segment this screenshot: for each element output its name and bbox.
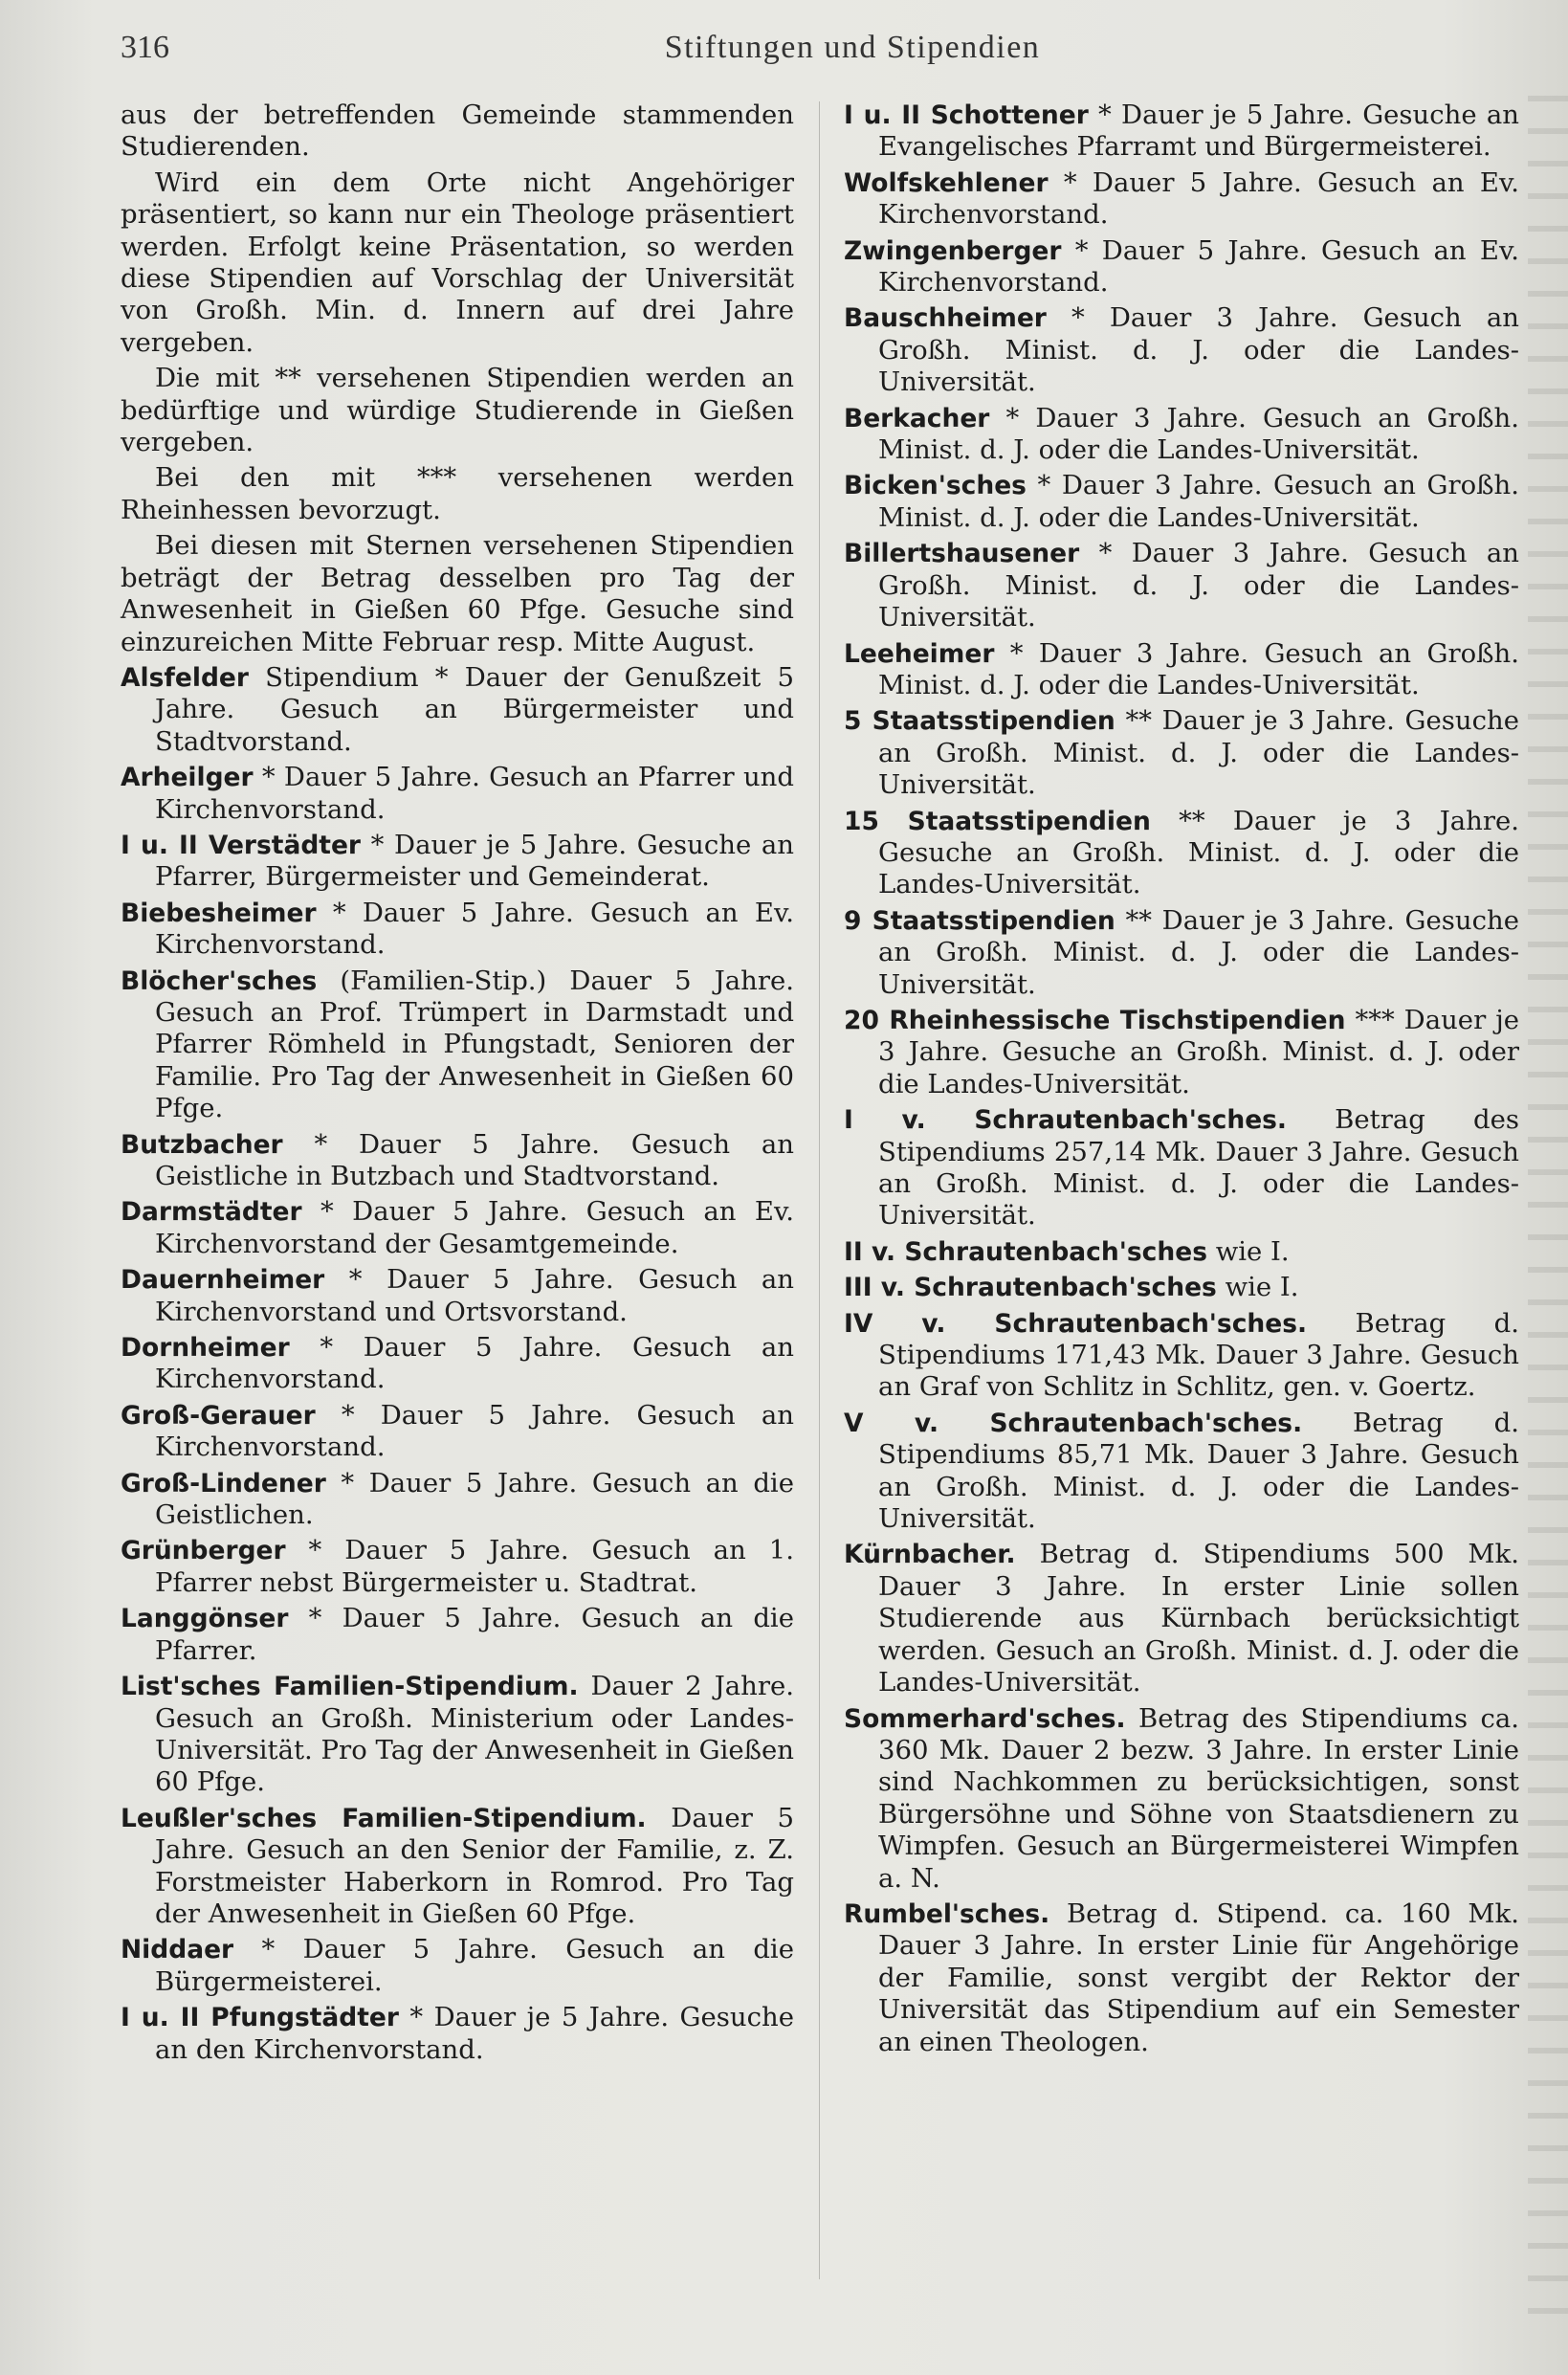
paragraph: aus der betreffenden Gemeinde stammenden Studierenden.	[121, 100, 794, 163]
stipend-details: * Dauer 5 Jahre. Gesuch an 1. Pfarrer nebst Bürgermeister u. Stadtrat.	[155, 1535, 794, 1598]
stipend-details: * Dauer 5 Jahre. Gesuch an Pfarrer und Kirchenvorstand.	[155, 762, 794, 825]
stipend-name: Dauernheimer	[121, 1265, 325, 1296]
stipend-name: Billertshausener	[844, 539, 1080, 569]
stipend-details: * Dauer 5 Jahre. Gesuch an Kirchenvorstand und Ortsvorstand.	[155, 1264, 794, 1327]
facing-page-bleed	[1528, 96, 1568, 2325]
stipend-entry	[121, 662, 794, 758]
stipend-details: wie I.	[1206, 1235, 1290, 1267]
stipend-details: * Dauer 5 Jahre. Gesuch an Ev. Kirchenvorstand der Gesamtgemeinde.	[155, 1196, 794, 1259]
stipend-details: *** Dauer je 3 Jahre. Gesuche an Großh. Minist. d. J. oder die Landes-Universität.	[878, 1004, 1519, 1099]
stipend-name: Blöcher'sches	[121, 966, 318, 996]
stipend-details: * Dauer 5 Jahre. Gesuch an Ev. Kirchenvorstand.	[878, 234, 1519, 299]
stipend-entry	[844, 1703, 1519, 1895]
stipend-name: Zwingenberger	[844, 235, 1062, 266]
stipend-entry	[121, 1671, 794, 1799]
stipend-details: * Dauer 3 Jahre. Gesuch an Großh. Minist. d. J. oder die Landes-Universität.	[878, 637, 1519, 700]
paragraph: Die mit ** versehenen Stipendien werden an bedürftige und würdige Studierende in Gießen vergeben.	[121, 363, 794, 458]
stipend-details: wie I.	[1216, 1272, 1299, 1303]
stipend-details: * Dauer 5 Jahre. Gesuch an Kirchenvorstand.	[155, 1332, 794, 1395]
stipend-details: (Familien-Stip.) Dauer 5 Jahre. Gesuch an Prof. Trümpert in Darmstadt und Pfarrer Römheld in Pfungstadt, Senioren der Familie. Pro Tag der Anwesenheit in Gießen 60 Pfge.	[155, 965, 794, 1124]
stipend-entry	[844, 1539, 1519, 1698]
stipend-entry	[844, 806, 1519, 901]
stipend-details: * Dauer 5 Jahre. Gesuch an die Pfarrer.	[155, 1603, 794, 1666]
stipend-name: Langgönser	[121, 1604, 289, 1634]
stipend-details: Betrag d. Stipend. ca. 160 Mk. Dauer 3 Jahre. In erster Linie für Angehörige der Familie, sonst vergibt der Rektor der Universität das Stipendium auf ein Semester an einen Theologen.	[878, 1898, 1519, 2057]
stipend-entry	[844, 538, 1519, 633]
stipend-name: Dornheimer	[121, 1333, 290, 1364]
stipend-name: IV v. Schrautenbach'sches.	[844, 1308, 1308, 1339]
stipend-details: * Dauer 3 Jahre. Gesuch an Großh. Minist. d. J. oder die Landes-Universität.	[878, 302, 1519, 398]
stipend-details: * Dauer 5 Jahre. Gesuch an die Geistlichen.	[155, 1467, 794, 1531]
stipend-details: * Dauer 5 Jahre. Gesuch an Ev. Kirchenvorstand.	[155, 897, 794, 961]
stipend-entry	[844, 403, 1519, 467]
stipend-entry	[844, 1898, 1519, 2058]
stipend-name: Bicken'sches	[844, 471, 1027, 501]
running-title: Stiftungen und Stipendien	[664, 30, 1041, 65]
stipend-details: * Dauer 3 Jahre. Gesuch an Großh. Minist. d. J. oder die Landes-Universität.	[878, 402, 1519, 466]
stipend-entry	[121, 1603, 794, 1667]
stipend-name: Leeheimer	[844, 638, 995, 669]
page-number: 316	[121, 30, 169, 65]
stipend-entry	[844, 302, 1519, 398]
stipend-entry	[121, 966, 794, 1125]
stipend-entry	[844, 470, 1519, 534]
stipend-name: 5 Staatsstipendien	[844, 706, 1115, 737]
paragraph: Bei den mit *** versehenen werden Rheinhessen bevorzugt.	[121, 462, 794, 525]
stipend-name: Kürnbacher.	[844, 1540, 1016, 1570]
stipend-name: I u. II Schottener	[844, 100, 1089, 130]
stipend-entry	[121, 1400, 794, 1464]
stipend-details: * Dauer 5 Jahre. Gesuch an Geistliche in Butzbach und Stadtvorstand.	[155, 1128, 794, 1191]
left-column	[121, 100, 794, 2070]
stipend-details: * Dauer 3 Jahre. Gesuch an Großh. Minist. d. J. oder die Landes-Universität.	[878, 470, 1519, 533]
stipend-details: ** Dauer je 3 Jahre. Gesuche an Großh. Minist. d. J. oder die Landes-Universität.	[878, 705, 1519, 801]
stipend-name: Wolfskehlener	[844, 167, 1049, 198]
stipend-name: Groß-Lindener	[121, 1468, 326, 1498]
stipend-name: Grünberger	[121, 1536, 286, 1566]
stipend-name: Rumbel'sches.	[844, 1898, 1050, 1929]
paragraph: Bei diesen mit Sternen versehenen Stipendien beträgt der Betrag desselben pro Tag der Anwesenheit in Gießen 60 Pfge. Gesuche sind einzureichen Mitte Februar resp. Mitte August.	[121, 530, 794, 657]
stipend-details: * Dauer 3 Jahre. Gesuch an Großh. Minist. d. J. oder die Landes-Universität.	[878, 538, 1519, 633]
stipend-name: Alsfelder	[121, 662, 249, 693]
stipend-entry	[844, 705, 1519, 801]
stipend-name: Niddaer	[121, 1935, 234, 1965]
stipend-name: I u. II Pfungstädter	[121, 2003, 399, 2033]
stipend-name: V v. Schrautenbach'sches.	[844, 1408, 1303, 1438]
stipend-details: ** Dauer je 3 Jahre. Gesuche an Großh. Minist. d. J. oder die Landes-Universität.	[878, 805, 1519, 900]
stipend-entry	[844, 167, 1519, 232]
stipend-name: 15 Staatsstipendien	[844, 806, 1151, 836]
stipend-entry	[121, 898, 794, 962]
column-divider	[819, 101, 820, 2279]
paragraph: Wird ein dem Orte nicht Angehöriger präsentiert, so kann nur ein Theologe präsentiert werden. Erfolgt keine Präsentation, so werden diese Stipendien auf Vorschlag der Universität von Großh. Min. d. Innern auf drei Jahre vergeben.	[121, 166, 794, 358]
stipend-details: Betrag d. Stipendiums 85,71 Mk. Dauer 3 Jahre. Gesuch an Großh. Minist. d. J. oder die Landes-Universität.	[878, 1407, 1519, 1535]
stipend-name: Sommerhard'sches.	[844, 1703, 1126, 1734]
stipend-entry	[121, 2002, 794, 2066]
stipend-entry	[121, 1468, 794, 1532]
stipend-details: * Dauer je 5 Jahre. Gesuche an Evangelisches Pfarramt und Bürgermeisterei.	[878, 100, 1519, 163]
stipend-name: Leußler'sches Familien-Stipendium.	[121, 1803, 647, 1833]
stipend-details: Dauer 5 Jahre. Gesuch an den Senior der Familie, z. Z. Forstmeister Haberkorn in Romrod. Pro Tag der Anwesenheit in Gießen 60 Pfge.	[155, 1802, 794, 1929]
stipend-name: I u. II Verstädter	[121, 830, 362, 860]
stipend-entry	[121, 830, 794, 894]
stipend-entry	[121, 762, 794, 826]
stipend-details: * Dauer je 5 Jahre. Gesuche an Pfarrer, Bürgermeister und Gemeinderat.	[155, 829, 795, 893]
stipend-entry	[121, 1934, 794, 1998]
stipend-entry	[844, 1104, 1519, 1232]
stipend-entry	[121, 1332, 794, 1396]
stipend-details: Betrag d. Stipendiums 171,43 Mk. Dauer 3 Jahre. Gesuch an Graf von Schlitz in Schlitz, gen. v. Goertz.	[878, 1307, 1519, 1403]
stipend-details: Betrag des Stipendiums 257,14 Mk. Dauer 3 Jahre. Gesuch an Großh. Minist. d. J. oder die Landes-Universität.	[878, 1104, 1519, 1232]
right-column	[844, 100, 1519, 2062]
stipend-entry	[121, 1264, 794, 1328]
stipend-entry	[844, 1408, 1519, 1536]
stipend-entry	[121, 1803, 794, 1931]
stipend-entry	[121, 1196, 794, 1260]
stipend-entry	[844, 1308, 1519, 1404]
stipend-name: I v. Schrautenbach'sches.	[844, 1105, 1288, 1136]
stipend-entry	[844, 1005, 1519, 1100]
stipend-details: * Dauer 5 Jahre. Gesuch an die Bürgermeisterei.	[155, 1934, 794, 1997]
stipend-entry	[121, 1129, 794, 1193]
stipend-name: Biebesheimer	[121, 898, 317, 928]
stipend-details: ** Dauer je 3 Jahre. Gesuche an Großh. Minist. d. J. oder die Landes-Universität.	[878, 904, 1519, 1000]
stipend-name: II v. Schrautenbach'sches	[844, 1236, 1207, 1267]
stipend-name: Arheilger	[121, 763, 254, 793]
stipend-details: Dauer 2 Jahre. Gesuch an Großh. Ministerium oder Landes-Universität. Pro Tag der Anwesenheit in Gießen 60 Pfge.	[155, 1671, 794, 1798]
stipend-name: 20 Rheinhessische Tischstipendien	[844, 1005, 1346, 1035]
stipend-name: Bauschheimer	[844, 303, 1047, 334]
stipend-name: Darmstädter	[121, 1197, 302, 1228]
stipend-entry	[844, 1236, 1519, 1268]
stipend-entry	[844, 1272, 1519, 1303]
stipend-entry	[844, 905, 1519, 1001]
stipend-name: 9 Staatsstipendien	[844, 905, 1115, 936]
stipend-details: Betrag des Stipendiums ca. 360 Mk. Dauer 2 bezw. 3 Jahre. In erster Linie sind Nachkommen zu berücksichtigen, sonst Bürgersöhne und Söhne von Staatsdienern zu Wimpfen. Gesuch an Bürgermeisterei Wimpfen a. N.	[878, 1702, 1519, 1894]
stipend-entry	[844, 638, 1519, 702]
page-header	[121, 27, 1469, 75]
stipend-details: * Dauer je 5 Jahre. Gesuche an den Kirchenvorstand.	[155, 2002, 794, 2065]
stipend-name: III v. Schrautenbach'sches	[844, 1273, 1217, 1303]
stipend-entry	[844, 100, 1519, 164]
stipend-details: * Dauer 5 Jahre. Gesuch an Ev. Kirchenvorstand.	[878, 166, 1519, 231]
stipend-name: Groß-Gerauer	[121, 1400, 316, 1431]
stipend-details: Betrag d. Stipendiums 500 Mk. Dauer 3 Jahre. In erster Linie sollen Studierende aus Kürnbach berücksichtigt werden. Gesuch an Großh. Minist. d. J. oder die Landes-Universität.	[878, 1539, 1519, 1698]
stipend-details: * Dauer 5 Jahre. Gesuch an Kirchenvorstand.	[155, 1399, 794, 1463]
stipend-name: List'sches Familien-Stipendium.	[121, 1672, 579, 1702]
stipend-details: Stipendium * Dauer der Genußzeit 5 Jahre. Gesuch an Bürgermeister und Stadtvorstand.	[155, 661, 794, 757]
stipend-entry	[121, 1535, 794, 1599]
stipend-name: Berkacher	[844, 403, 990, 433]
stipend-name: Butzbacher	[121, 1129, 283, 1160]
stipend-entry	[844, 235, 1519, 300]
